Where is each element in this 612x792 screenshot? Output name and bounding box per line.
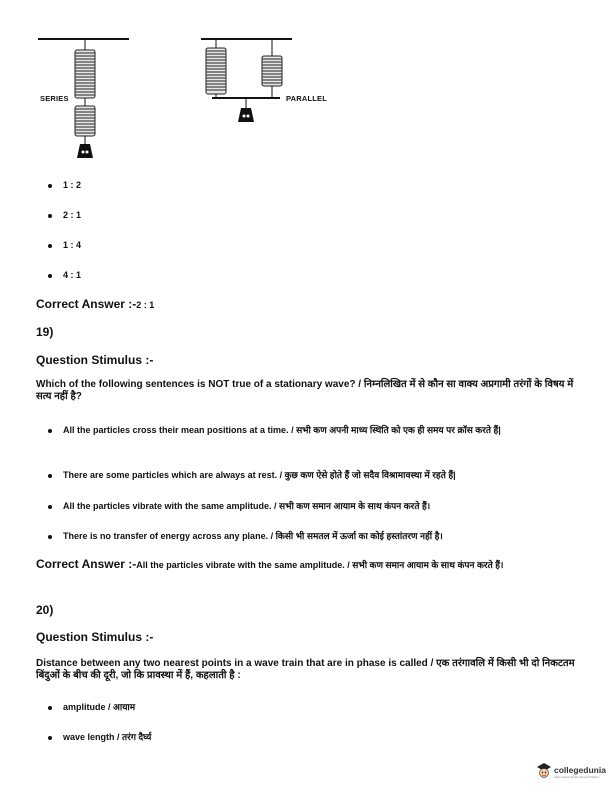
option-text: amplitude / आयाम xyxy=(63,702,136,712)
correct-answer-label: Correct Answer :- xyxy=(36,297,137,311)
parallel-label: PARALLEL xyxy=(286,94,328,103)
bullet-icon xyxy=(48,274,52,278)
q19-option-4 xyxy=(48,530,588,543)
q19-number: 19) xyxy=(36,325,54,339)
bullet-icon xyxy=(48,214,52,218)
q18-option-4 xyxy=(48,270,81,280)
q20-number: 20) xyxy=(36,603,54,617)
q19-option-1 xyxy=(48,424,588,437)
bullet-icon xyxy=(48,706,52,710)
option-text: All the particles vibrate with the same amplitude. / सभी कण समान आयाम के साथ कंपन करते हैं। xyxy=(63,501,431,511)
bullet-icon xyxy=(48,535,52,539)
q19-correct-answer xyxy=(36,557,586,572)
q19-stimulus-heading: Question Stimulus :- xyxy=(36,353,154,367)
q19-option-2 xyxy=(48,469,588,482)
graduate-mascot-icon xyxy=(536,762,552,780)
parallel-spring-left xyxy=(206,48,226,94)
q20-option-1 xyxy=(48,701,588,714)
q19-question-text: Which of the following sentences is NOT true of a stationary wave? / निम्नलिखित में से कौन सा वाक्य अप्रगामी तरंगों के विषय में सत्य नहीं है? xyxy=(36,379,574,402)
q20-option-2 xyxy=(48,731,588,744)
q18-correct-answer xyxy=(36,297,586,312)
option-text: 4 : 1 xyxy=(63,270,82,280)
option-text: 2 : 1 xyxy=(63,210,82,220)
q18-option-3 xyxy=(48,240,81,250)
option-text: All the particles cross their mean positions at a time. / सभी कण अपनी माध्य स्थिति को एक ही समय पर क्रॉस करते हैं| xyxy=(63,425,501,435)
option-text: There is no transfer of energy across any plane. / किसी भी समतल में ऊर्जा का कोई हस्तांतरण नहीं है। xyxy=(63,531,443,541)
bullet-icon xyxy=(48,184,52,188)
correct-answer-value: All the particles vibrate with the same amplitude. / सभी कण समान आयाम के साथ कंपन करते हैं। xyxy=(136,560,504,570)
q18-option-1 xyxy=(48,180,81,190)
q19-option-3 xyxy=(48,500,588,513)
series-spring-bottom xyxy=(75,106,95,136)
series-label: SERIES xyxy=(40,94,69,103)
correct-answer-label: Correct Answer :- xyxy=(36,557,137,571)
q20-question-text: Distance between any two nearest points in a wave train that are in phase is called / एक तरंगावलि में किसी भी दो निकटतम बिंदुओं के बीच की दूरी, जो कि प्रावस्था में हैं, कहलाती है : xyxy=(36,658,575,681)
brand-tagline: India's largest Student Review Platform xyxy=(554,776,600,779)
option-text: 1 : 2 xyxy=(63,180,82,190)
q20-stimulus-heading: Question Stimulus :- xyxy=(36,630,154,644)
brand-name: collegedunia xyxy=(554,765,606,775)
option-text: wave length / तरंग दैर्घ्य xyxy=(63,732,152,742)
bullet-icon xyxy=(48,736,52,740)
correct-answer-value: 2 : 1 xyxy=(136,300,155,310)
parallel-weight xyxy=(238,108,254,122)
series-weight xyxy=(77,144,93,158)
collegedunia-logo xyxy=(536,760,608,786)
q18-option-2 xyxy=(48,210,81,220)
bullet-icon xyxy=(48,244,52,248)
bullet-icon xyxy=(48,474,52,478)
bullet-icon xyxy=(48,505,52,509)
bullet-icon xyxy=(48,429,52,433)
series-spring-top xyxy=(75,50,95,98)
option-text: There are some particles which are always at rest. / कुछ कण ऐसे होते हैं जो सदैव विश्रामावस्था में रहते हैं| xyxy=(63,470,456,480)
spring-diagram xyxy=(28,28,348,168)
parallel-spring-right xyxy=(262,56,282,86)
option-text: 1 : 4 xyxy=(63,240,82,250)
